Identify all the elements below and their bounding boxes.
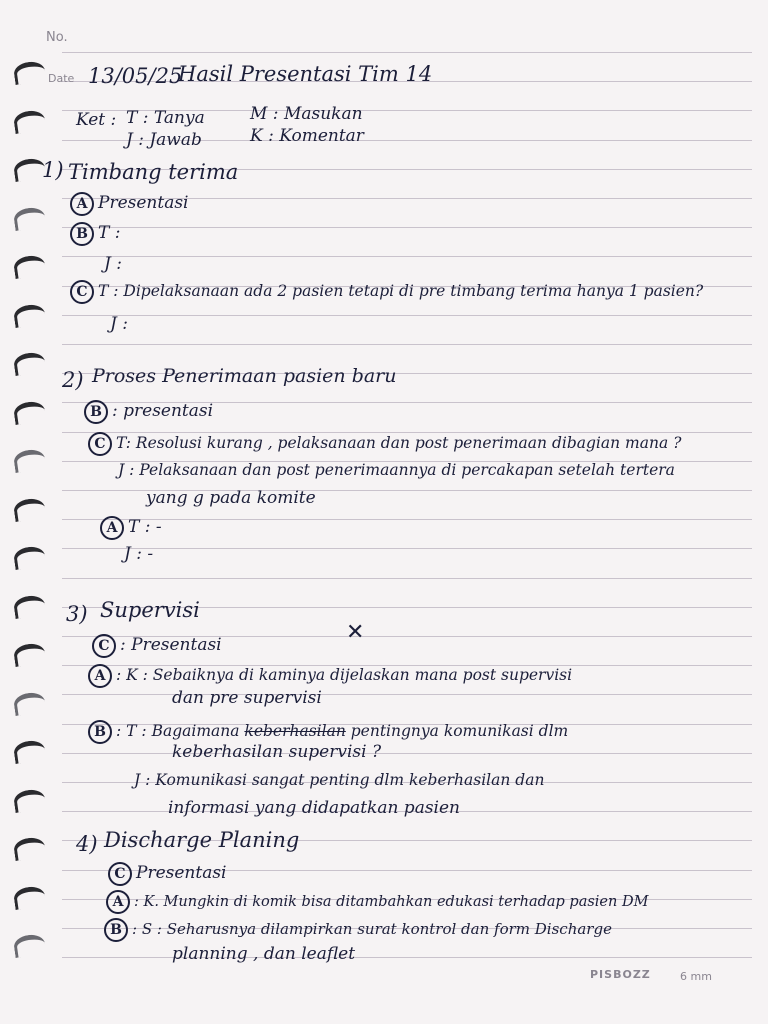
list-item (88, 664, 572, 688)
spiral-ring (13, 933, 47, 958)
item-text: informasi yang didapatkan pasien (168, 798, 460, 818)
spiral-ring (13, 594, 47, 619)
list-item (172, 742, 381, 762)
mark-circle: C (108, 862, 132, 886)
section-title: Discharge Planing (104, 828, 300, 852)
section-number: 2) (62, 368, 84, 392)
item-text: T : (98, 223, 121, 243)
list-item (104, 254, 122, 274)
header-date: 13/05/25 (88, 64, 183, 88)
doodle-mark: ✕ (346, 620, 365, 645)
ruled-line (62, 519, 752, 520)
spiral-ring (13, 497, 47, 522)
list-item (110, 314, 128, 334)
struck-text: keberhasilan (244, 722, 346, 740)
size-mark: 6 mm (680, 970, 712, 983)
mark-circle: C (92, 634, 116, 658)
brand-logo: PISBOZZ (590, 968, 651, 981)
section-number: 4) (76, 832, 98, 856)
spiral-ring (13, 739, 47, 764)
legend-ket: Ket : (76, 110, 117, 130)
ruled-line (62, 344, 752, 345)
mark-circle: C (70, 280, 94, 304)
list-item (106, 890, 648, 914)
list-item (88, 720, 568, 744)
page-title: Hasil Presentasi Tim 14 (178, 62, 433, 86)
list-item (134, 770, 544, 790)
spiral-ring (13, 206, 47, 231)
list-item (92, 634, 222, 658)
item-text: Presentasi (136, 863, 227, 883)
list-item (108, 862, 227, 886)
list-item (100, 516, 162, 540)
spiral-ring (13, 351, 47, 376)
item-text: pentingnya komunikasi dlm (350, 722, 569, 740)
spiral-ring (13, 60, 47, 85)
spiral-ring (13, 109, 47, 134)
section-number: 3) (66, 602, 88, 626)
item-text: T : - (128, 517, 162, 537)
list-item (88, 432, 681, 456)
mark-circle: B (84, 400, 108, 424)
spiral-ring (13, 303, 47, 328)
spiral-ring (13, 836, 47, 861)
item-text: J : - (124, 544, 154, 564)
item-text: : S : Seharusnya dilampirkan surat kontrol dan form Discharge (132, 920, 612, 938)
item-text: : K. Mungkin di komik bisa ditambahkan edukasi terhadap pasien DM (134, 894, 649, 910)
list-item (172, 944, 355, 964)
list-item (146, 488, 316, 508)
ruled-line (62, 578, 752, 579)
item-text: : Presentasi (120, 635, 222, 655)
mark-circle: A (70, 192, 94, 216)
legend-t: T : Tanya (126, 108, 205, 128)
spiral-ring (13, 691, 47, 716)
mark-circle: C (88, 432, 112, 456)
mark-circle: B (104, 918, 128, 942)
section-title: Supervisi (100, 598, 200, 622)
item-text: T : Dipelaksanaan ada 2 pasien tetapi di pre timbang terima hanya 1 pasien? (98, 282, 704, 300)
ruled-line (62, 256, 752, 257)
item-text: J : (110, 314, 128, 334)
ruled-line (62, 52, 752, 53)
list-item (70, 192, 189, 216)
section-title: Timbang terima (68, 160, 239, 184)
ruled-line (62, 753, 752, 754)
item-text: Presentasi (98, 193, 189, 213)
list-item (124, 544, 153, 564)
ruled-line (62, 548, 752, 549)
legend-j: J : Jawab (126, 130, 202, 150)
list-item (172, 688, 322, 708)
spiral-ring (13, 885, 47, 910)
item-text: J : Komunikasi sangat penting dlm keberhasilan dan (134, 771, 545, 789)
ruled-line (62, 315, 752, 316)
list-item (168, 798, 460, 818)
mark-circle: A (100, 516, 124, 540)
spiral-ring (13, 788, 47, 813)
list-item (84, 400, 213, 424)
item-text: yang g pada komite (146, 488, 316, 508)
mark-circle: A (88, 664, 112, 688)
item-text: J : Pelaksanaan dan post penerimaannya di percakapan setelah tertera (118, 461, 675, 479)
legend-k: K : Komentar (250, 126, 364, 146)
item-text: T: Resolusi kurang , pelaksanaan dan post penerimaan dibagian mana ? (116, 434, 682, 452)
spiral-ring (13, 448, 47, 473)
mark-circle: B (88, 720, 112, 744)
ruled-line (62, 957, 752, 958)
item-text: : T : Bagaimana (116, 722, 240, 740)
spiral-ring (13, 642, 47, 667)
mark-circle: A (106, 890, 130, 914)
no-label: No. (46, 30, 68, 45)
ruled-line (62, 694, 752, 695)
mark-circle: B (70, 222, 94, 246)
item-text: J : (104, 254, 122, 274)
spiral-ring (13, 254, 47, 279)
ruled-line (62, 227, 752, 228)
spiral-ring (13, 545, 47, 570)
list-item (70, 280, 703, 304)
item-text: planning , dan leaflet (172, 944, 356, 964)
item-text: dan pre supervisi (172, 688, 322, 708)
spiral-ring (13, 400, 47, 425)
legend-m: M : Masukan (250, 104, 363, 124)
section-title: Proses Penerimaan pasien baru (92, 365, 397, 387)
section-number: 1) (42, 158, 64, 182)
list-item (104, 918, 612, 942)
item-text: : presentasi (112, 401, 214, 421)
date-label: Date (48, 72, 75, 85)
item-text: keberhasilan supervisi ? (172, 742, 382, 762)
item-text: : K : Sebaiknya di kaminya dijelaskan mana post supervisi (116, 666, 573, 684)
list-item (118, 460, 675, 480)
list-item (70, 222, 120, 246)
